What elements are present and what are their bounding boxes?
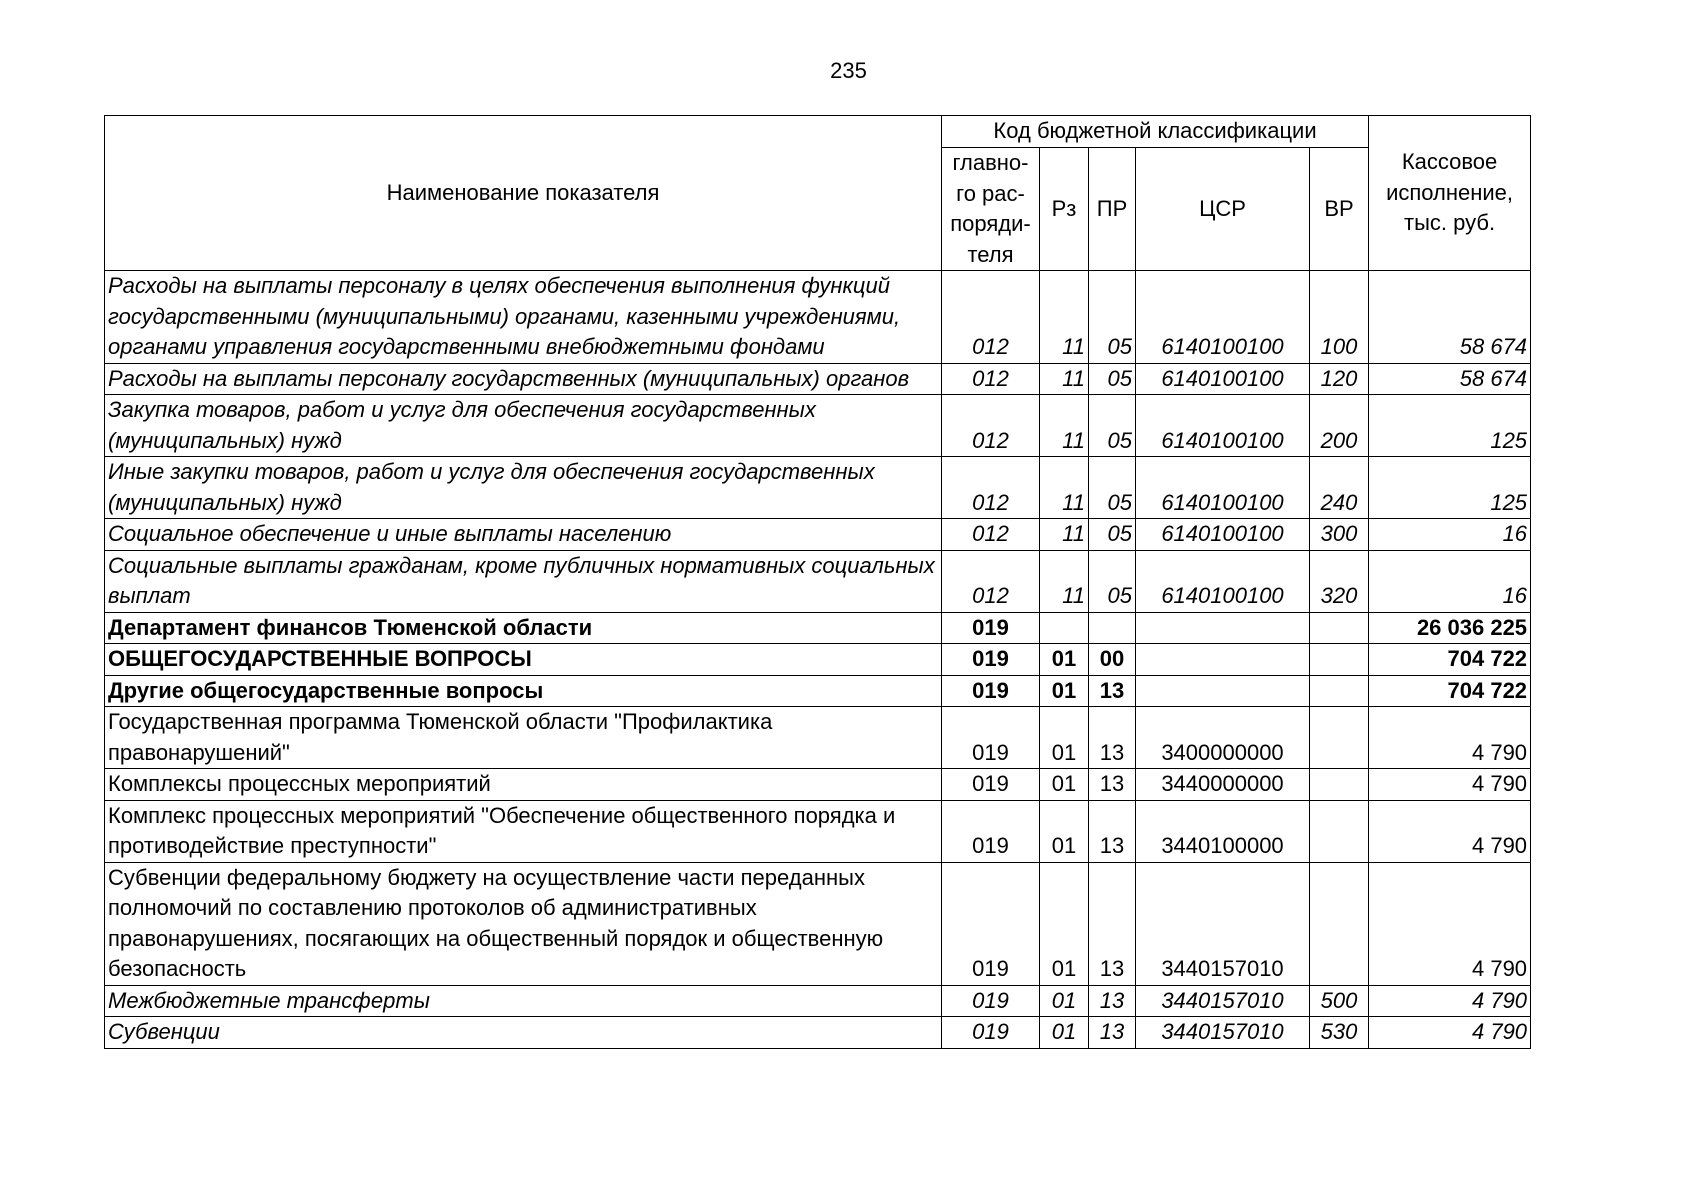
table-row [105, 550, 1531, 612]
cell-csr [1136, 644, 1310, 676]
cell-vr [1310, 644, 1369, 676]
cell-amount: 16 [1369, 519, 1531, 551]
table-row [105, 675, 1531, 707]
cell-glav: 012 [942, 457, 1040, 519]
cell-pr: 13 [1089, 769, 1136, 801]
cell-name: Другие общегосударственные вопросы [105, 675, 942, 707]
cell-vr: 120 [1310, 363, 1369, 395]
cell-amount: 125 [1369, 457, 1531, 519]
header-glav-line: теля [967, 241, 1014, 267]
cell-vr: 530 [1310, 1017, 1369, 1049]
cell-amount: 125 [1369, 395, 1531, 457]
cell-name: ОБЩЕГОСУДАРСТВЕННЫЕ ВОПРОСЫ [105, 644, 942, 676]
header-rz-column: Рз [1040, 148, 1089, 271]
table-row [105, 985, 1531, 1017]
table-row [105, 644, 1531, 676]
cell-pr: 13 [1089, 1017, 1136, 1049]
table-row [105, 862, 1531, 985]
budget-execution-table [104, 115, 1531, 1049]
cell-glav: 019 [942, 1017, 1040, 1049]
cell-rz: 01 [1040, 862, 1089, 985]
cell-glav: 019 [942, 800, 1040, 862]
cell-csr [1136, 612, 1310, 644]
cell-pr: 13 [1089, 862, 1136, 985]
cell-name: Расходы на выплаты персоналу в целях обеспечения выполнения функций государственными (муниципальными) органами, казенными учреждениями, органами управления государственными внебюджетными фондами [105, 271, 942, 364]
cell-pr: 13 [1089, 985, 1136, 1017]
cell-name: Закупка товаров, работ и услуг для обеспечения государственных (муниципальных) нужд [105, 395, 942, 457]
cell-vr [1310, 769, 1369, 801]
cell-pr: 05 [1089, 457, 1136, 519]
cell-amount: 4 790 [1369, 707, 1531, 769]
table-row [105, 519, 1531, 551]
header-pr-column: ПР [1089, 148, 1136, 271]
cell-amount: 4 790 [1369, 800, 1531, 862]
cell-amount: 4 790 [1369, 1017, 1531, 1049]
cell-vr: 500 [1310, 985, 1369, 1017]
cell-vr: 100 [1310, 271, 1369, 364]
cell-csr: 3440100000 [1136, 800, 1310, 862]
cell-rz [1040, 612, 1089, 644]
header-glav-column [942, 148, 1040, 271]
cell-rz: 11 [1040, 363, 1089, 395]
cell-rz: 01 [1040, 675, 1089, 707]
cell-amount: 704 722 [1369, 644, 1531, 676]
cell-rz: 11 [1040, 271, 1089, 364]
cell-glav: 019 [942, 985, 1040, 1017]
cell-vr: 300 [1310, 519, 1369, 551]
cell-rz: 01 [1040, 1017, 1089, 1049]
cell-pr: 05 [1089, 271, 1136, 364]
header-execution-line: тыс. руб. [1404, 210, 1496, 236]
cell-vr [1310, 800, 1369, 862]
table-row [105, 800, 1531, 862]
header-name-column: Наименование показателя [105, 116, 942, 271]
cell-pr: 13 [1089, 800, 1136, 862]
cell-glav: 012 [942, 271, 1040, 364]
header-vr-column: ВР [1310, 148, 1369, 271]
header-csr-column: ЦСР [1136, 148, 1310, 271]
cell-pr: 13 [1089, 707, 1136, 769]
cell-name: Социальное обеспечение и иные выплаты населению [105, 519, 942, 551]
cell-rz: 01 [1040, 707, 1089, 769]
cell-amount: 4 790 [1369, 769, 1531, 801]
table-row [105, 612, 1531, 644]
cell-name: Комплекс процессных мероприятий "Обеспечение общественного порядка и противодействие преступности" [105, 800, 942, 862]
cell-vr [1310, 707, 1369, 769]
cell-amount: 4 790 [1369, 862, 1531, 985]
cell-rz: 11 [1040, 519, 1089, 551]
cell-amount: 58 674 [1369, 363, 1531, 395]
cell-glav: 012 [942, 550, 1040, 612]
cell-csr: 3440000000 [1136, 769, 1310, 801]
cell-pr [1089, 612, 1136, 644]
cell-glav: 019 [942, 675, 1040, 707]
cell-csr: 6140100100 [1136, 395, 1310, 457]
cell-name: Межбюджетные трансферты [105, 985, 942, 1017]
cell-glav: 019 [942, 644, 1040, 676]
cell-name: Государственная программа Тюменской области "Профилактика правонарушений" [105, 707, 942, 769]
cell-name: Комплексы процессных мероприятий [105, 769, 942, 801]
cell-amount: 4 790 [1369, 985, 1531, 1017]
cell-name: Субвенции федеральному бюджету на осуществление части переданных полномочий по составлению протоколов об административных правонарушениях, посягающих на общественный порядок и общественную безопасность [105, 862, 942, 985]
cell-rz: 11 [1040, 395, 1089, 457]
cell-rz: 11 [1040, 550, 1089, 612]
cell-vr: 320 [1310, 550, 1369, 612]
cell-name: Социальные выплаты гражданам, кроме публичных нормативных социальных выплат [105, 550, 942, 612]
page-number: 235 [830, 58, 867, 83]
cell-pr: 05 [1089, 519, 1136, 551]
table-row [105, 271, 1531, 364]
cell-glav: 012 [942, 363, 1040, 395]
cell-name: Субвенции [105, 1017, 942, 1049]
cell-vr [1310, 612, 1369, 644]
cell-vr [1310, 675, 1369, 707]
cell-amount: 16 [1369, 550, 1531, 612]
header-execution-line: исполнение, [1386, 179, 1514, 205]
cell-glav: 019 [942, 612, 1040, 644]
cell-csr: 3440157010 [1136, 985, 1310, 1017]
cell-rz: 01 [1040, 800, 1089, 862]
cell-amount: 58 674 [1369, 271, 1531, 364]
table-row [105, 457, 1531, 519]
cell-pr: 00 [1089, 644, 1136, 676]
cell-csr: 3440157010 [1136, 862, 1310, 985]
cell-rz: 01 [1040, 985, 1089, 1017]
table-row [105, 769, 1531, 801]
cell-amount: 26 036 225 [1369, 612, 1531, 644]
cell-rz: 01 [1040, 644, 1089, 676]
cell-glav: 019 [942, 707, 1040, 769]
cell-glav: 019 [942, 769, 1040, 801]
cell-csr: 6140100100 [1136, 271, 1310, 364]
cell-csr: 3400000000 [1136, 707, 1310, 769]
cell-name: Иные закупки товаров, работ и услуг для обеспечения государственных (муниципальных) нужд [105, 457, 942, 519]
cell-rz: 01 [1040, 769, 1089, 801]
header-glav-line: главно- [952, 150, 1029, 175]
cell-pr: 05 [1089, 550, 1136, 612]
table-row [105, 707, 1531, 769]
table-row [105, 363, 1531, 395]
header-execution-column [1369, 116, 1531, 271]
cell-name: Департамент финансов Тюменской области [105, 612, 942, 644]
cell-csr [1136, 675, 1310, 707]
cell-glav: 012 [942, 395, 1040, 457]
cell-vr: 240 [1310, 457, 1369, 519]
cell-pr: 05 [1089, 363, 1136, 395]
cell-glav: 012 [942, 519, 1040, 551]
cell-name: Расходы на выплаты персоналу государственных (муниципальных) органов [105, 363, 942, 395]
cell-rz: 11 [1040, 457, 1089, 519]
cell-csr: 6140100100 [1136, 550, 1310, 612]
cell-pr: 05 [1089, 395, 1136, 457]
cell-amount: 704 722 [1369, 675, 1531, 707]
header-glav-line: поряди- [950, 211, 1031, 236]
cell-vr [1310, 862, 1369, 985]
cell-glav: 019 [942, 862, 1040, 985]
cell-csr: 6140100100 [1136, 363, 1310, 395]
header-execution-line: Кассовое [1401, 149, 1498, 175]
table-header [105, 116, 1531, 271]
cell-pr: 13 [1089, 675, 1136, 707]
table-row [105, 395, 1531, 457]
cell-csr: 6140100100 [1136, 519, 1310, 551]
table-row [105, 1017, 1531, 1049]
table-body [105, 271, 1531, 1049]
cell-csr: 3440157010 [1136, 1017, 1310, 1049]
cell-vr: 200 [1310, 395, 1369, 457]
header-code-group: Код бюджетной классификации [942, 116, 1369, 148]
header-glav-line: го рас- [956, 180, 1025, 206]
cell-csr: 6140100100 [1136, 457, 1310, 519]
